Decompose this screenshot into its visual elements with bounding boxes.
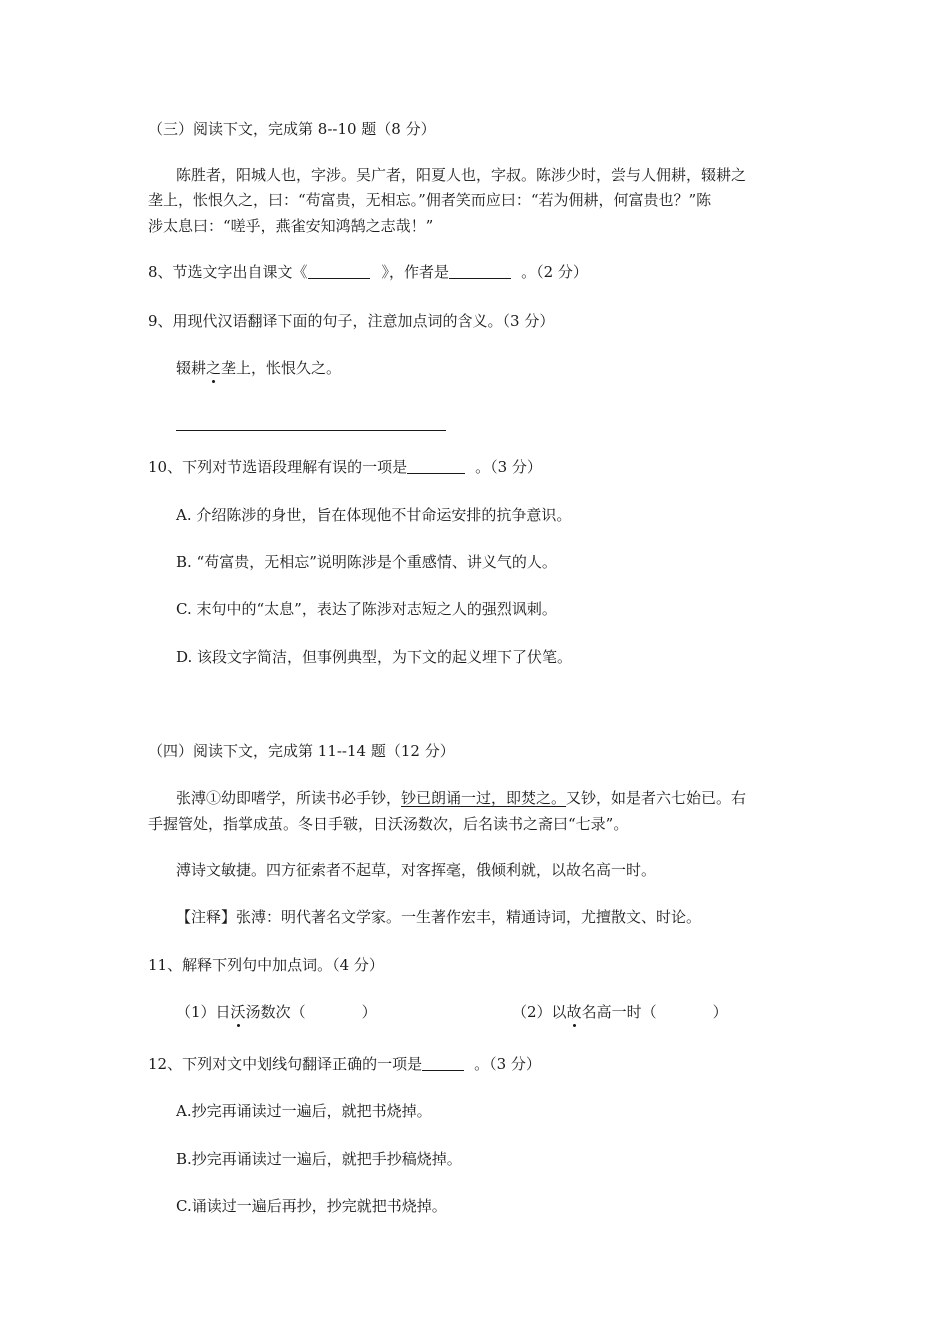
question-9-sentence (176, 358, 341, 378)
passage3-line3: 涉太息曰：“嗟乎，燕雀安知鸿鹄之志哉！” (148, 217, 434, 235)
q12-stem-text: 12、下列对文中划线句翻译正确的一项是 (148, 1055, 423, 1073)
passage3-line1: 陈胜者，阳城人也，字涉。吴广者，阳夏人也，字叔。陈涉少时，尝与人佣耕，辍耕之 (176, 166, 747, 184)
q10-stem-score: 。（3 分） (475, 458, 542, 476)
q10-stem-text: 10、下列对节选语段理解有误的一项是 (148, 458, 408, 476)
q11-item1-text: 汤数次（ (245, 1003, 306, 1021)
q12-answer-blank[interactable] (422, 1054, 464, 1071)
q9-dotted-word: 之 (206, 359, 222, 377)
q9-sentence-part: 辍耕 (176, 359, 207, 377)
q10-option-c: C. 末句中的“太息”，表达了陈涉对志短之人的强烈讽刺。 (176, 600, 557, 618)
q11-item1-text: （1）日 (176, 1003, 231, 1021)
q8-text-3: 。（2 分） (521, 263, 588, 281)
passage3-line2: 垄上，怅恨久之，曰：“苟富贵，无相忘。”佣者笑而应曰：“若为佣耕，何富贵也？”陈 (148, 191, 712, 209)
q12-option-b: B.抄完再诵读过一遍后，就把手抄稿烧掉。 (176, 1150, 462, 1168)
passage4-line2: 手握管处，指掌成茧。冬日手皲，日沃汤数次，后名读书之斋曰“七录”。 (148, 815, 629, 833)
q10-option-d: D. 该段文字简洁，但事例典型，为下文的起义埋下了伏笔。 (176, 648, 573, 666)
q11-item-1 (176, 1002, 377, 1022)
underlined-sentence: 钞已朗诵一过，即焚之。 (401, 789, 567, 807)
q10-answer-blank[interactable] (407, 457, 465, 474)
question-8 (148, 262, 588, 282)
q8-text-2: 》，作者是 (381, 263, 450, 281)
q11-item2-dotted-word: 故 (566, 1003, 582, 1021)
q10-option-a: A. 介绍陈涉的身世，旨在体现他不甘命运安排的抗争意识。 (176, 506, 572, 524)
q11-item2-close-paren: ） (712, 1003, 728, 1021)
question-10-stem (148, 457, 542, 477)
q11-item2-text: 名高一时（ (581, 1003, 657, 1021)
annotation-note: 【注释】张溥：明代著名文学家。一生著作宏丰，精通诗词，尤擅散文、时论。 (176, 908, 702, 926)
q12-stem-score: 。（3 分） (474, 1055, 541, 1073)
passage4-text: 张溥①幼即嗜学，所读书必手钞， (176, 789, 402, 807)
passage4-line1 (176, 788, 746, 808)
section3-heading: （三）阅读下文，完成第 8--10 题（8 分） (148, 120, 436, 138)
q12-option-c: C.诵读过一遍后再抄，抄完就把书烧掉。 (176, 1197, 447, 1215)
q8-text-1: 8、节选文字出自课文《 (148, 263, 308, 281)
q8-blank-author[interactable] (449, 262, 511, 279)
q8-blank-title[interactable] (308, 262, 370, 279)
passage4-text: 又钞，如是者六七始已。右 (566, 789, 747, 807)
question-9-stem: 9、用现代汉语翻译下面的句子，注意加点词的含义。（3 分） (148, 312, 555, 330)
question-11-stem: 11、解释下列句中加点词。（4 分） (148, 956, 384, 974)
q9-sentence-part: 垄上，怅恨久之。 (221, 359, 342, 377)
q11-item1-dotted-word: 沃 (230, 1003, 246, 1021)
q10-option-b: B. “苟富贵，无相忘”说明陈涉是个重感情、讲义气的人。 (176, 553, 557, 571)
q11-item-2 (512, 1002, 728, 1022)
question-12-stem (148, 1054, 541, 1074)
section4-heading: （四）阅读下文，完成第 11--14 题（12 分） (148, 742, 455, 760)
passage4-paragraph2: 溥诗文敏捷。四方征索者不起草，对客挥毫，俄倾利就，以故名高一时。 (176, 861, 657, 879)
q12-option-a: A.抄完再诵读过一遍后，就把书烧掉。 (176, 1102, 432, 1120)
q11-item2-text: （2）以 (512, 1003, 567, 1021)
q11-item1-close-paren: ） (361, 1003, 377, 1021)
q9-answer-line[interactable] (176, 430, 446, 431)
